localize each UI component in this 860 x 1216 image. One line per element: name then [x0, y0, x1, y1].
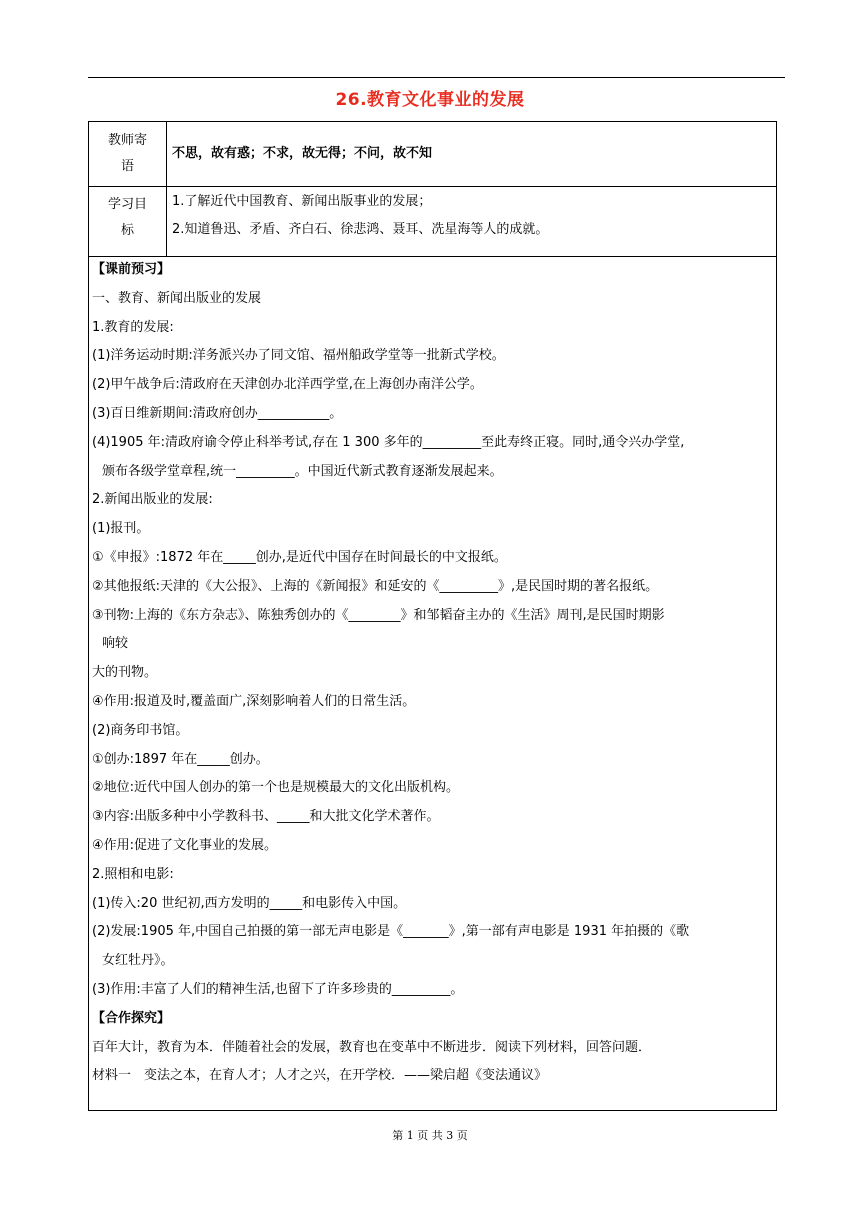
- label-column-divider: [166, 122, 167, 256]
- goal-item: 2.知道鲁迅、矛盾、齐白石、徐悲鸿、聂耳、冼星海等人的成就。: [172, 222, 549, 237]
- learning-goals: [172, 188, 548, 244]
- worksheet-body: [92, 256, 770, 1091]
- fill-item: ②地位:近代中国人创办的第一个也是规模最大的文化出版机构。: [92, 780, 460, 796]
- fill-item: ①《申报》:1872 年在_____创办,是近代中国存在时间最长的中文报纸。: [92, 549, 507, 565]
- fill-item-continued: 女红牡丹》。: [102, 953, 174, 969]
- fill-item: (1)报刊。: [92, 521, 150, 537]
- section-heading: 【合作探究】: [92, 1010, 171, 1026]
- fill-item: ③内容:出版多种中小学教科书、_____和大批文化学术著作。: [92, 809, 440, 825]
- section-title: 一、教育、新闻出版业的发展: [92, 290, 262, 306]
- fill-item: (2)甲午战争后:清政府在天津创办北洋西学堂,在上海创办南洋公学。: [92, 377, 483, 393]
- page-footer: 第 1 页 共 3 页: [392, 1129, 468, 1142]
- fill-item: ④作用:报道及时,覆盖面广,深刻影响着人们的日常生活。: [92, 693, 416, 709]
- fill-item-continued: 颁布各级学堂章程,统一_________。中国近代新式教育逐渐发展起来。: [102, 463, 503, 479]
- fill-item: (3)作用:丰富了人们的精神生活,也留下了许多珍贵的_________。: [92, 981, 464, 997]
- section-heading: 【课前预习】: [92, 262, 171, 277]
- learning-goals-label: [89, 192, 166, 244]
- learning-goals-label-line2: 标: [120, 223, 134, 238]
- fill-item: ④作用:促进了文化事业的发展。: [92, 837, 278, 853]
- fill-item: ①创办:1897 年在_____创办。: [92, 751, 269, 767]
- subsection-title: 1.教育的发展:: [92, 319, 174, 335]
- fill-item: ③刊物:上海的《东方杂志》、陈独秀创办的《________》和邹韬奋主办的《生活》周刊,是民国时期影: [92, 607, 665, 623]
- learning-goals-label-line1: 学习目: [107, 197, 147, 212]
- fill-item: (2)商务印书馆。: [92, 722, 189, 738]
- fill-item: (1)洋务运动时期:洋务派兴办了同文馆、福州船政学堂等一批新式学校。: [92, 348, 505, 364]
- fill-item: (1)传入:20 世纪初,西方发明的_____和电影传入中国。: [92, 895, 407, 911]
- goal-item: 1.了解近代中国教育、新闻出版事业的发展；: [172, 194, 432, 209]
- teacher-message-label-line1: 教师寄: [107, 133, 147, 148]
- teacher-message-label-line2: 语: [120, 159, 134, 174]
- fill-item: (2)发展:1905 年,中国自己拍摄的第一部无声电影是《_______》,第一部有声电影是 1931 年拍摄的《歌: [92, 924, 690, 940]
- subsection-title: 2.照相和电影:: [92, 866, 174, 882]
- lesson-sheet: [88, 121, 777, 1111]
- page-title: 26.教育文化事业的发展: [335, 90, 525, 110]
- fill-item-continued: 大的刊物。: [92, 665, 158, 681]
- source-material: 材料一 变法之本，在育人才；人才之兴，在开学校．——梁启超《变法通议》: [92, 1068, 548, 1084]
- fill-item-continued: 响较: [102, 636, 129, 652]
- fill-item: (3)百日维新期间:清政府创办___________。: [92, 405, 343, 421]
- header-rule: [88, 77, 785, 78]
- subsection-title: 2.新闻出版业的发展:: [92, 492, 213, 508]
- teacher-motto: 不思，故有惑；不求，故无得；不问，故不知: [172, 146, 433, 161]
- fill-item: (4)1905 年:清政府谕令停止科举考试,存在 1 300 多年的_________至此寿终正寝。同时,通令兴办学堂,: [92, 434, 685, 450]
- paragraph: 百年大计，教育为本．伴随着社会的发展，教育也在变革中不断进步．阅读下列材料，回答问题．: [92, 1039, 652, 1055]
- row-divider-1: [89, 186, 776, 187]
- fill-item: ②其他报纸:天津的《大公报》、上海的《新闻报》和延安的《_________》,是民国时期的著名报纸。: [92, 578, 659, 594]
- teacher-message-label: [89, 128, 166, 180]
